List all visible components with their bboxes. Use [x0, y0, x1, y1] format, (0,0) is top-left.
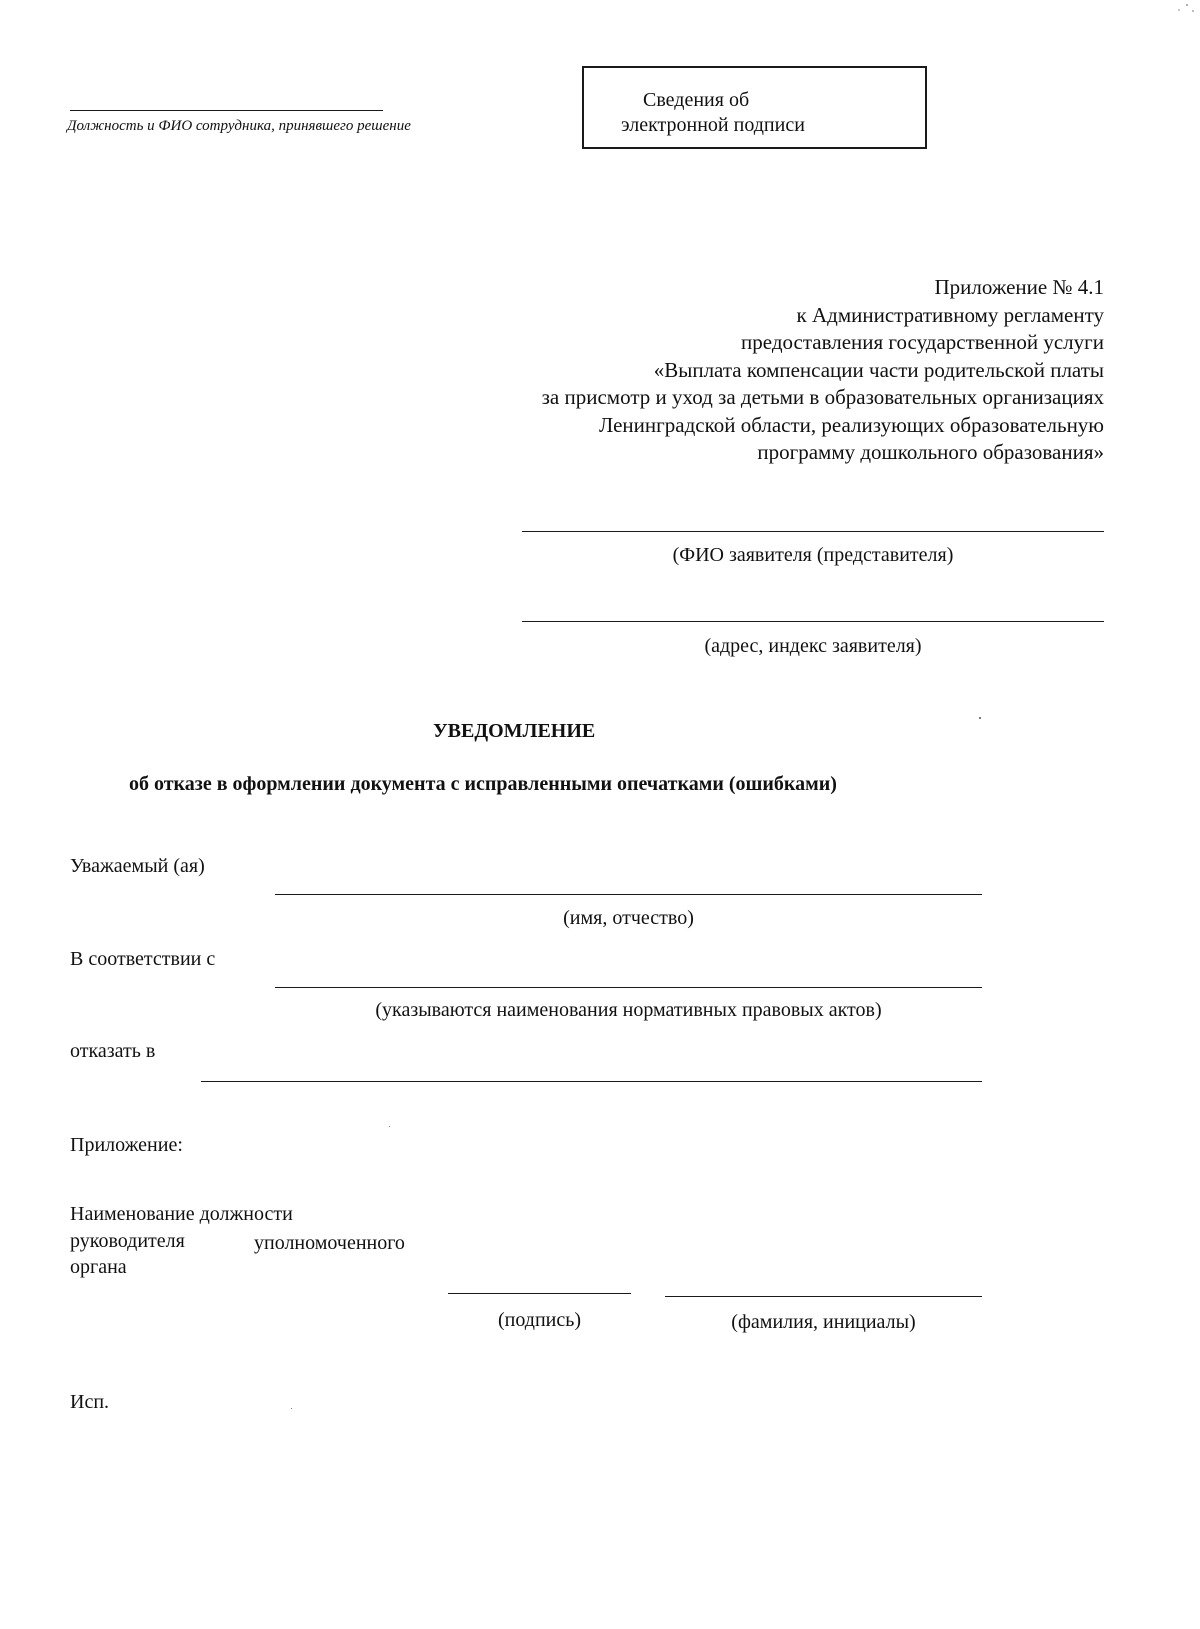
name-initials-caption: (фамилия, инициалы): [731, 1311, 916, 1333]
official-caption: Должность и ФИО сотрудника, принявшего решение: [67, 118, 411, 134]
accordance-line: [275, 987, 982, 988]
appendix-line: к Административному регламенту: [796, 302, 1104, 327]
signature-box-line2: электронной подписи: [621, 114, 805, 136]
scan-speck: [979, 717, 981, 719]
scan-speck: [389, 1126, 390, 1127]
appendix-line: Приложение № 4.1: [934, 275, 1104, 299]
signatory-position-line1: Наименование должности: [70, 1203, 293, 1225]
applicant-name-line: [522, 531, 1104, 532]
appendix-block: [542, 274, 1104, 467]
refuse-label: отказать в: [70, 1040, 156, 1062]
greeting-label: Уважаемый (ая): [70, 855, 205, 877]
signature-box-line1: Сведения об: [643, 89, 750, 111]
applicant-address-caption: (адрес, индекс заявителя): [704, 635, 922, 657]
refuse-line: [201, 1081, 982, 1082]
applicant-address-line: [522, 621, 1104, 622]
signatory-position-line2b: уполномоченного: [254, 1232, 405, 1254]
signature-caption: (подпись): [497, 1309, 582, 1331]
accordance-caption: (указываются наименования нормативных правовых актов): [375, 999, 882, 1021]
appendix-line: предоставления государственной услуги: [741, 330, 1104, 354]
applicant-name-caption: (ФИО заявителя (представителя): [672, 544, 954, 566]
scan-speck: [1186, 4, 1188, 6]
notice-subtitle: об отказе в оформлении документа с исправленными опечатками (ошибками): [129, 773, 837, 795]
signature-line: [448, 1293, 631, 1294]
appendix-line: «Выплата компенсации части родительской платы: [653, 357, 1104, 382]
signatory-position-line3: органа: [70, 1256, 127, 1278]
accordance-label: В соответствии с: [70, 948, 216, 970]
attachment-label: Приложение:: [70, 1134, 183, 1156]
scan-speck: [1192, 10, 1194, 12]
appendix-line: за присмотр и уход за детьми в образовательных организациях: [541, 385, 1104, 409]
signatory-position-line2a: руководителя: [70, 1230, 185, 1252]
electronic-signature-box: [582, 66, 927, 149]
appendix-line: Ленинградской области, реализующих образовательную: [599, 412, 1104, 437]
greeting-name-line: [275, 894, 982, 895]
scan-speck: [1178, 9, 1180, 11]
executor-label: Исп.: [70, 1391, 110, 1413]
official-signature-line: [70, 110, 383, 111]
name-initials-line: [665, 1296, 982, 1297]
notice-title: УВЕДОМЛЕНИЕ: [433, 720, 596, 742]
scan-speck: [291, 1408, 292, 1409]
appendix-line: программу дошкольного образования»: [757, 440, 1104, 464]
greeting-caption: (имя, отчество): [563, 907, 694, 929]
